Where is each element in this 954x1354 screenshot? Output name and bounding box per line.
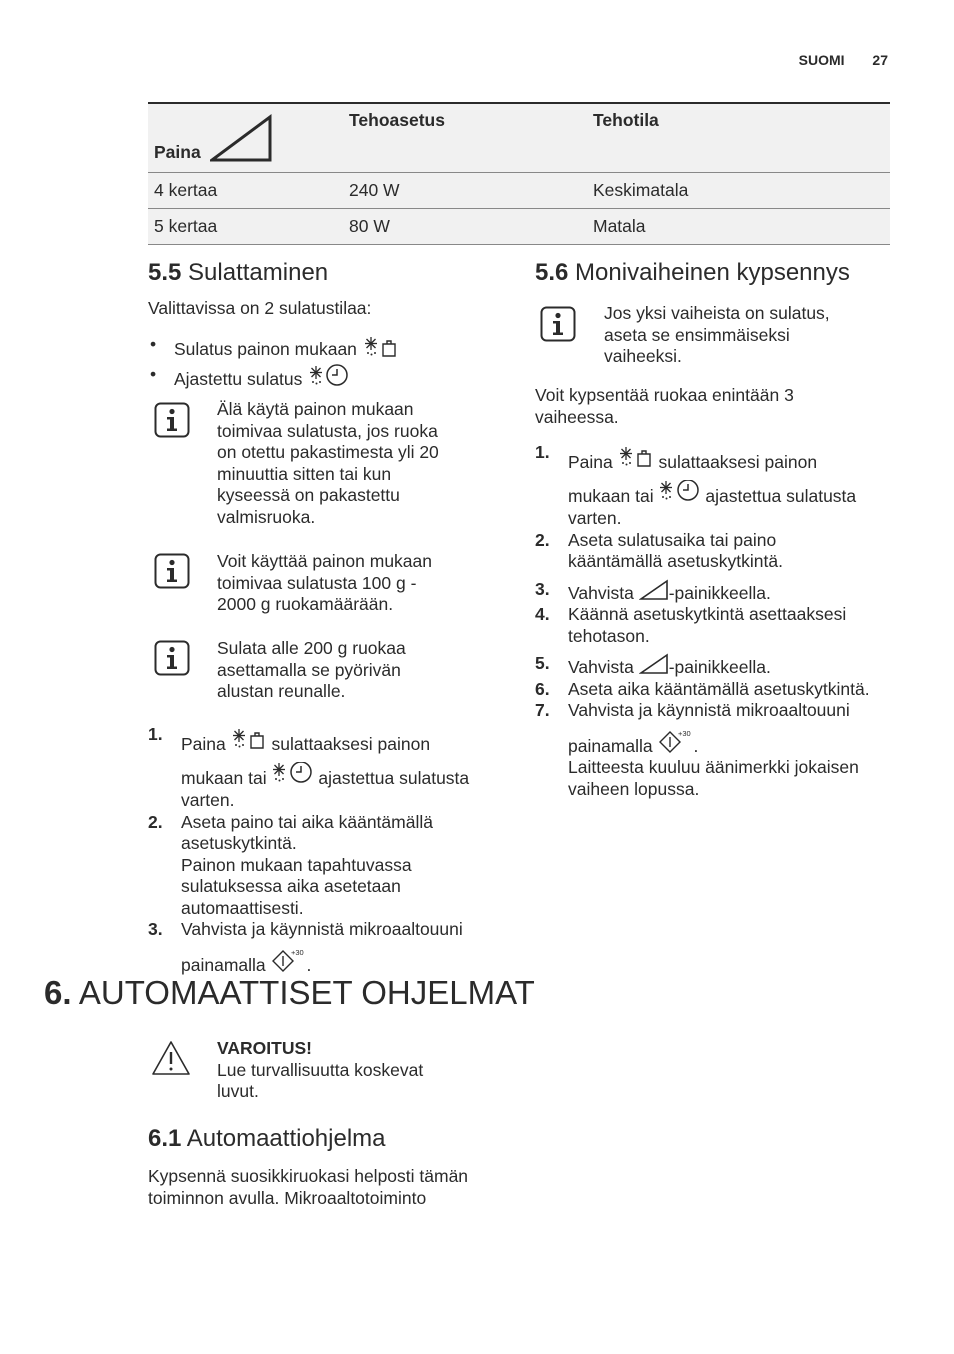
list-item bbox=[535, 442, 895, 530]
step-text: Käännä asetuskytkintä asettaaksesi bbox=[568, 604, 847, 624]
row-presses: 4 kertaa bbox=[148, 173, 343, 209]
list-item bbox=[535, 530, 895, 573]
header-presses-label: Paina bbox=[154, 142, 201, 162]
intro-text: Valittavissa on 2 sulatustilaa: bbox=[148, 298, 372, 318]
step-text: sulattaaksesi painon bbox=[271, 734, 431, 754]
note-line: Älä käytä painon mukaan bbox=[217, 399, 414, 419]
step-text: sulatuksessa aika asetetaan bbox=[181, 876, 401, 896]
step-text: tehotason. bbox=[568, 625, 650, 646]
step-number: 4. bbox=[535, 604, 550, 624]
step-number: 7. bbox=[535, 700, 550, 720]
confirm-triangle-icon bbox=[210, 112, 272, 162]
list-item bbox=[535, 679, 895, 701]
defrost-weight-icon bbox=[618, 446, 654, 470]
warning-text bbox=[217, 1038, 423, 1103]
note-line: Sulata alle 200 g ruokaa bbox=[217, 638, 406, 658]
step-text: mukaan tai bbox=[181, 768, 267, 788]
note-line: alustan reunalle. bbox=[217, 681, 346, 701]
note-line: toimivaa sulatusta 100 g - bbox=[217, 572, 417, 593]
step-text: ajastettua sulatusta bbox=[318, 768, 470, 788]
header-page-number: 27 bbox=[872, 52, 888, 68]
list-item bbox=[148, 334, 396, 364]
note-text bbox=[604, 303, 830, 368]
step-text: Laitteesta kuuluu äänimerkki jokaisen bbox=[568, 757, 859, 777]
step-text: automaattisesti. bbox=[181, 897, 304, 918]
intro-line: vaiheessa. bbox=[535, 406, 619, 427]
section-number: 5.6 bbox=[535, 259, 569, 286]
note-line: Jos yksi vaiheista on sulatus, bbox=[604, 303, 830, 323]
step-text: Painon mukaan tapahtuvassa bbox=[181, 854, 412, 875]
step-number: 2. bbox=[535, 529, 550, 550]
row-mode: Keskimatala bbox=[587, 173, 890, 209]
step-number: 1. bbox=[535, 442, 550, 462]
defrost-time-icon bbox=[307, 364, 349, 388]
note-line: aseta se ensimmäiseksi bbox=[604, 324, 790, 345]
info-icon bbox=[154, 553, 190, 589]
section-text bbox=[148, 1166, 468, 1209]
step-number: 5. bbox=[535, 653, 550, 673]
text-line: Kypsennä suosikkiruokasi helposti tämän bbox=[148, 1166, 469, 1186]
row-mode: Matala bbox=[587, 209, 890, 245]
step-text: kääntämällä asetuskytkintä. bbox=[568, 551, 783, 571]
note-line: asettamalla se pyörivän bbox=[217, 659, 401, 680]
confirm-triangle-icon bbox=[639, 653, 669, 675]
section-title-5-5 bbox=[148, 259, 328, 287]
note-text bbox=[217, 399, 439, 528]
step-text: Aseta aika kääntämällä asetuskytkintä. bbox=[568, 678, 870, 699]
note-line: kyseessä on pakastettu bbox=[217, 485, 400, 505]
step-text: . bbox=[693, 735, 699, 756]
info-icon bbox=[154, 402, 190, 438]
step-text: -painikkeella. bbox=[668, 582, 771, 603]
section-title-text: Sulattaminen bbox=[188, 259, 329, 286]
note-line: Voit käyttää painon mukaan bbox=[217, 551, 433, 571]
step-text: -painikkeella. bbox=[668, 657, 771, 677]
step-text: vaiheen lopussa. bbox=[568, 778, 700, 799]
note-text bbox=[217, 551, 432, 616]
header-language: SUOMI bbox=[798, 52, 845, 68]
step-text: painamalla bbox=[181, 954, 266, 975]
row-presses: 5 kertaa bbox=[148, 209, 343, 245]
list-item bbox=[535, 573, 895, 605]
defrost-time-icon bbox=[271, 762, 313, 786]
step-text: painamalla bbox=[568, 735, 653, 756]
table-row bbox=[148, 209, 890, 245]
step-text: Vahvista bbox=[568, 657, 634, 677]
info-icon bbox=[154, 640, 190, 676]
step-number: 3. bbox=[148, 919, 163, 939]
power-table bbox=[148, 102, 890, 245]
step-number: 2. bbox=[148, 811, 163, 832]
note-line: on otettu pakastimesta yli 20 bbox=[217, 442, 439, 462]
warning-triangle-icon bbox=[151, 1040, 191, 1076]
step-text: varten. bbox=[568, 508, 622, 528]
bullet-text: Sulatus painon mukaan bbox=[174, 339, 357, 359]
multistage-steps bbox=[535, 442, 895, 800]
header-presses bbox=[148, 103, 343, 173]
defrost-time-icon bbox=[658, 480, 700, 504]
warning-line: Lue turvallisuutta koskevat bbox=[217, 1059, 424, 1080]
step-text: sulattaaksesi painon bbox=[658, 452, 818, 472]
start-icon-label: +30 bbox=[290, 947, 304, 957]
start-plus30-icon bbox=[271, 947, 307, 973]
section-title-text: Automaattiohjelma bbox=[186, 1125, 386, 1152]
header-power: Tehoasetus bbox=[343, 103, 587, 173]
step-text: . bbox=[306, 954, 312, 975]
power-table-header bbox=[148, 103, 890, 173]
defrost-weight-icon bbox=[362, 334, 396, 358]
confirm-triangle-icon bbox=[639, 579, 669, 601]
step-text: Vahvista ja käynnistä mikroaaltouuni bbox=[568, 700, 850, 720]
note-line: toimivaa sulatusta, jos ruoka bbox=[217, 420, 438, 441]
note-line: valmisruoka. bbox=[217, 506, 316, 527]
warning-line: luvut. bbox=[217, 1081, 259, 1101]
note-line: 2000 g ruokamäärään. bbox=[217, 594, 394, 614]
row-power: 240 W bbox=[343, 173, 587, 209]
list-item bbox=[148, 364, 396, 394]
step-text: Aseta sulatusaika tai paino bbox=[568, 529, 777, 550]
step-text: Paina bbox=[568, 452, 613, 472]
chapter-number: 6. bbox=[44, 974, 72, 1011]
section-title-6-1 bbox=[148, 1125, 386, 1153]
list-item bbox=[148, 724, 508, 812]
note-line: vaiheeksi. bbox=[604, 346, 682, 366]
table-row bbox=[148, 173, 890, 209]
section-title-text: Monivaiheinen kypsennys bbox=[575, 259, 850, 286]
list-item bbox=[148, 812, 508, 920]
warning-title: VAROITUS! bbox=[217, 1038, 312, 1058]
start-plus30-icon bbox=[658, 728, 694, 754]
step-number: 6. bbox=[535, 678, 550, 699]
note-line: minuuttia sitten tai kun bbox=[217, 463, 392, 484]
intro-text bbox=[535, 385, 794, 428]
chapter-title-text: AUTOMAATTISET OHJELMAT bbox=[78, 974, 535, 1011]
step-text: Paina bbox=[181, 734, 226, 754]
section-title-5-6 bbox=[535, 259, 850, 287]
section-number: 5.5 bbox=[148, 259, 182, 286]
list-item bbox=[535, 604, 895, 647]
section-number: 6.1 bbox=[148, 1125, 182, 1152]
list-item bbox=[148, 919, 508, 976]
text-line: toiminnon avulla. Mikroaaltotoiminto bbox=[148, 1187, 427, 1208]
bullet-text: Ajastettu sulatus bbox=[174, 369, 303, 389]
step-number: 3. bbox=[535, 578, 550, 599]
list-item bbox=[535, 700, 895, 800]
step-text: ajastettua sulatusta bbox=[705, 486, 857, 506]
step-text: Vahvista ja käynnistä mikroaaltouuni bbox=[181, 919, 463, 939]
list-item bbox=[535, 647, 895, 679]
step-text: Aseta paino tai aika kääntämällä bbox=[181, 811, 433, 832]
intro-line: Voit kypsentää ruokaa enintään 3 bbox=[535, 385, 794, 405]
page-header bbox=[775, 50, 888, 72]
step-number: 1. bbox=[148, 724, 163, 744]
note-text bbox=[217, 638, 406, 703]
defrost-weight-icon bbox=[231, 728, 267, 752]
step-text: varten. bbox=[181, 790, 235, 810]
step-text: mukaan tai bbox=[568, 486, 654, 506]
chapter-title bbox=[44, 974, 535, 1012]
row-power: 80 W bbox=[343, 209, 587, 245]
header-mode: Tehotila bbox=[587, 103, 890, 173]
info-icon bbox=[540, 306, 576, 342]
step-text: asetuskytkintä. bbox=[181, 833, 297, 853]
defrost-steps bbox=[148, 724, 508, 976]
defrost-modes-list bbox=[148, 334, 396, 394]
step-text: Vahvista bbox=[568, 582, 634, 603]
start-icon-label: +30 bbox=[677, 728, 691, 738]
